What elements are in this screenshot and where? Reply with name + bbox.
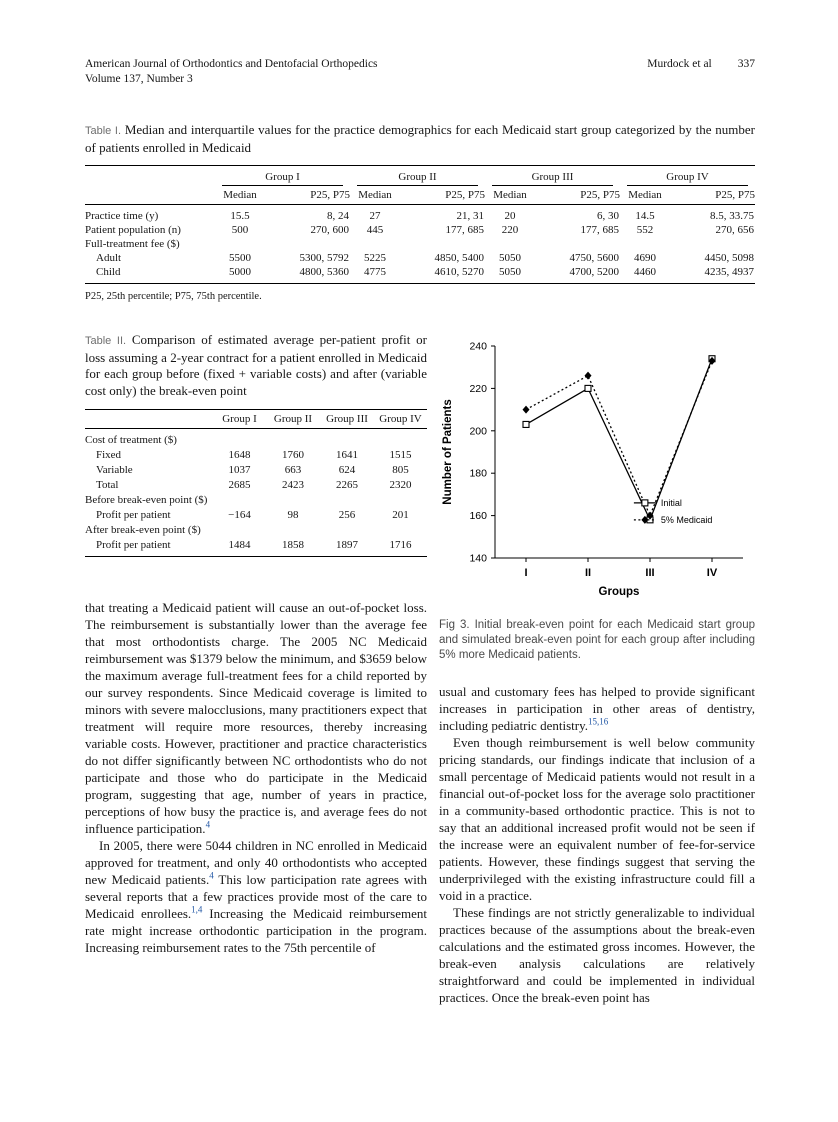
table1-caption (85, 122, 755, 156)
page-content (85, 57, 755, 1006)
table-row (85, 493, 427, 508)
figure-caption-text: Initial break-even point for each Medicaid start group and simulated break-even point for each group after including 5% more Medicaid patients. (439, 619, 755, 661)
table1-section (85, 122, 755, 302)
table-cell: 4690 (634, 252, 657, 264)
y-tick-label: 160 (469, 510, 487, 523)
table-cell (535, 237, 620, 251)
table-1 (85, 165, 755, 284)
table-cell (620, 237, 670, 251)
table-cell: 1641 (336, 449, 358, 461)
table-cell: 2265 (336, 479, 358, 491)
table-cell (670, 237, 755, 251)
table-cell: 5225 (364, 252, 386, 264)
page-number: 337 (737, 58, 755, 70)
column-group-label: Group I (222, 167, 343, 186)
table-cell (265, 237, 350, 251)
table-cell: 177, 685 (580, 224, 620, 236)
table-cell: 1716 (374, 538, 427, 557)
table-cell: 445 (366, 224, 384, 236)
row-label: Profit per patient (85, 538, 213, 557)
reference-link[interactable]: 1,4 (191, 904, 203, 915)
table-cell (485, 237, 535, 251)
data-point-diamond (523, 406, 530, 414)
table2-section (85, 332, 427, 557)
percentile-column-header: P25, P75 (400, 187, 485, 205)
table-row (85, 205, 755, 224)
figure-3-chart (439, 332, 755, 604)
legend-label: Initial (660, 497, 682, 508)
table-cell: 2685 (228, 479, 251, 491)
table-row (85, 523, 427, 538)
median-column-header: Median (620, 187, 670, 205)
table-row (85, 251, 755, 265)
table-cell (213, 493, 266, 508)
journal-info (85, 57, 378, 86)
table-row (85, 429, 427, 448)
row-label: Fixed (96, 449, 122, 461)
median-column-header: Median (485, 187, 535, 205)
x-tick-label: III (645, 567, 655, 579)
table-cell: 5050 (499, 252, 521, 264)
body-paragraph: usual and customary fees has helped to provide significant increases in participation in other areas of dentistry, including pediatric dentistry.$^{15,16}$ (439, 684, 755, 733)
column-header: Group I (213, 410, 266, 429)
row-label: Total (96, 479, 119, 491)
y-tick-label: 180 (469, 467, 487, 480)
table1-caption-text: Median and interquartile values for the practice demographics for each Medicaid start group categorized by the number of patients enrolled in Medicaid (85, 122, 756, 155)
legend-marker-square (642, 500, 648, 506)
table-cell (374, 493, 427, 508)
table2-label: Table II. (85, 335, 127, 347)
table-cell: 4800, 5360 (265, 265, 350, 284)
table-cell: 270, 656 (715, 224, 755, 236)
row-label: Variable (96, 464, 133, 476)
author-ref: Murdock et al (647, 58, 712, 70)
column-group-label: Group III (492, 167, 613, 186)
table-cell: 177, 685 (445, 224, 484, 236)
table-row (85, 237, 755, 251)
row-label: Child (85, 265, 215, 284)
table-cell: 1037 (228, 464, 251, 476)
column-group-label: Group IV (627, 167, 748, 186)
table-cell (266, 493, 320, 508)
reference-link[interactable]: 4 (209, 870, 214, 881)
table-cell: 1648 (228, 449, 251, 461)
left-column-text (85, 599, 427, 956)
table-row (85, 463, 427, 478)
table-cell: 2423 (282, 479, 304, 491)
table-cell (266, 523, 320, 538)
page-header (85, 57, 755, 86)
reference-link[interactable]: 15,16 (587, 716, 609, 727)
table-cell: 552 (636, 224, 654, 236)
row-label: Before break-even point ($) (85, 494, 208, 506)
table-cell: 27 (369, 210, 381, 222)
running-head (647, 57, 755, 72)
row-label: Profit per patient (96, 509, 171, 521)
table1-subheader-row (85, 187, 755, 205)
table-cell: 1515 (389, 449, 412, 461)
table-cell: 4850, 5400 (434, 252, 484, 264)
x-tick-label: I (524, 567, 528, 579)
column-header: Group IV (374, 410, 427, 429)
table-row (85, 265, 755, 284)
table-cell: 201 (392, 509, 409, 521)
percentile-column-header: P25, P75 (265, 187, 350, 205)
figure-label: Fig 3. (439, 619, 470, 631)
row-label: After break-even point ($) (85, 524, 201, 536)
table-cell (266, 429, 320, 448)
row-label: Cost of treatment ($) (85, 434, 177, 446)
table-cell: 21, 31 (456, 210, 484, 222)
table2-header-row (85, 410, 427, 429)
y-axis-title: Number of Patients (442, 399, 454, 505)
table-row (85, 223, 755, 237)
table-cell (320, 429, 374, 448)
row-label: Full-treatment fee ($) (85, 238, 180, 250)
table-cell: 5500 (229, 252, 251, 264)
table-cell: 4610, 5270 (400, 265, 485, 284)
table-cell: 4700, 5200 (535, 265, 620, 284)
table-cell: 4460 (620, 265, 670, 284)
right-column-text (439, 683, 755, 1006)
table1-footnote: P25, 25th percentile; P75, 75th percentile. (85, 291, 262, 302)
table1-subheader-empty (85, 187, 215, 205)
table1-group-header (485, 166, 620, 188)
data-point-square (523, 421, 529, 427)
line-chart (439, 332, 755, 604)
row-label: Practice time (y) (85, 210, 159, 222)
column-header: Group III (320, 410, 374, 429)
table-cell: 624 (338, 464, 356, 476)
table-cell: 1897 (320, 538, 374, 557)
data-point-square (585, 385, 591, 391)
column-header: Group II (266, 410, 320, 429)
series-line-5pct-medicaid (526, 361, 712, 516)
column-group-label: Group II (357, 167, 478, 186)
table-cell: 270, 600 (310, 224, 349, 236)
two-column-area (85, 332, 755, 1006)
row-label: Patient population (n) (85, 224, 181, 236)
table1-group-header (350, 166, 485, 188)
table1-corner-cell (85, 166, 215, 188)
row-label: Adult (96, 252, 122, 264)
table-cell: 15.5 (230, 210, 250, 222)
table2-corner-cell (85, 410, 213, 429)
table-cell: 4235, 4937 (670, 265, 755, 284)
table-cell: −164 (228, 509, 251, 521)
table-cell (400, 237, 485, 251)
table-cell: 5300, 5792 (299, 252, 349, 264)
table-row (85, 538, 427, 557)
table-cell: 1858 (266, 538, 320, 557)
table2-caption-text: Comparison of estimated average per-patient profit or loss assuming a 2-year contract for a patient enrolled in Medicaid for each group before (fixed + variable costs) and after (variable cost only) the break-even point (85, 332, 427, 398)
table-cell (320, 523, 374, 538)
y-tick-label: 140 (469, 552, 487, 565)
figure-caption (439, 618, 755, 663)
y-tick-label: 220 (469, 382, 487, 395)
table-cell: 4450, 5098 (704, 252, 755, 264)
x-tick-label: IV (706, 567, 718, 579)
table-cell: 98 (287, 509, 299, 521)
table-cell: 1484 (213, 538, 266, 557)
table-cell: 805 (392, 464, 409, 476)
table-cell: 8, 24 (327, 210, 349, 222)
table-cell (213, 429, 266, 448)
table-row (85, 508, 427, 523)
left-column (85, 332, 427, 1006)
table-cell (350, 237, 400, 251)
table-cell: 5000 (215, 265, 265, 284)
table-cell: 20 (504, 210, 516, 222)
median-column-header: Median (215, 187, 265, 205)
body-paragraph: In 2005, there were 5044 children in NC enrolled in Medicaid approved for treatment, and only 40 orthodontists who accepted new Medicaid patients.$^4$ This low participation rate agrees with several reports that a few practices provide most of the care to Medicaid enrollees.$^{1,4}$ Increasing the Medicaid reimbursement rate might increase orthodontic participation in the program. Increasing reimbursement rates to the 75th percentile of (85, 838, 428, 955)
table-row (85, 478, 427, 493)
table-cell: 8.5, 33.75 (710, 210, 755, 222)
table-cell (320, 493, 374, 508)
table1-group-header (620, 166, 755, 188)
table-cell: 1760 (282, 449, 304, 461)
body-paragraph: Even though reimbursement is well below community pricing standards, our findings indicate that inclusion of a small percentage of Medicaid patients would not result in a financial out-of-pocket loss for the average solo practitioner in a community-based orthodontic practice. This is not to say that an additional increased profit would not be seen if the increase were an equivalent number of fee-for-service patients. However, these findings suggest that serving the underprivileged with the existing infrastructure could fill a void in a practice. (439, 735, 755, 903)
table-cell (374, 523, 427, 538)
table-cell: 5050 (485, 265, 535, 284)
table-cell: 2320 (389, 479, 412, 491)
table-cell: 500 (231, 224, 249, 236)
table-cell: 256 (338, 509, 356, 521)
figure-3 (439, 332, 755, 663)
table1-label: Table I. (85, 125, 122, 137)
legend-label: 5% Medicaid (660, 514, 713, 525)
body-paragraph: These findings are not strictly generalizable to individual practices because of the assumptions about the break-even calculations and the estimated gross incomes. However, the break-even analysis calculations are relatively straightforward and could be implemented in individual practices. Once the break-even point has (439, 905, 755, 1005)
journal-volume: Volume 137, Number 3 (85, 72, 193, 85)
percentile-column-header: P25, P75 (670, 187, 755, 205)
reference-link[interactable]: 4 (205, 819, 211, 830)
table2-caption (85, 332, 427, 399)
y-tick-label: 200 (469, 425, 487, 438)
table-cell: 6, 30 (597, 210, 620, 222)
x-tick-label: II (584, 567, 592, 579)
table-row (85, 448, 427, 463)
table-cell: 4775 (350, 265, 400, 284)
table1-group-header-row (85, 166, 755, 188)
body-paragraph: that treating a Medicaid patient will cause an out-of-pocket loss. The reimbursement is substantially lower than the average fee that most orthodontists charge. The 2005 NC Medicaid reimbursement was $1379 below the minimum, and $3659 below the maximum average full-treatment fees for a child reported by our survey respondents. Since Medicaid coverage is limited to minors with severe malocclusions, many practitioners expect that treatment will require more resources, thereby increasing variable costs. However, practitioner and practice characteristics do not differ significantly between NC orthodontists who do not participate and those who do participate in the Medicaid program, suggesting that age, number of years in practice, perceptions of how busy the practice is, and average fees do not influence participation.$^4$ (85, 600, 427, 836)
table-cell: 220 (501, 224, 519, 236)
table-cell (215, 237, 265, 251)
percentile-column-header: P25, P75 (535, 187, 620, 205)
table-2 (85, 409, 427, 557)
table-cell: 14.5 (635, 210, 655, 222)
table1-group-header (215, 166, 350, 188)
table-cell (374, 429, 427, 448)
median-column-header: Median (350, 187, 400, 205)
journal-title: American Journal of Orthodontics and Dentofacial Orthopedics (85, 58, 378, 70)
table-cell: 663 (284, 464, 302, 476)
y-tick-label: 240 (469, 340, 487, 353)
table-cell (213, 523, 266, 538)
data-point-diamond (585, 372, 592, 380)
x-axis-title: Groups (598, 586, 640, 598)
right-column (439, 332, 755, 1006)
table-cell: 4750, 5600 (569, 252, 620, 264)
series-line-initial (526, 359, 712, 520)
